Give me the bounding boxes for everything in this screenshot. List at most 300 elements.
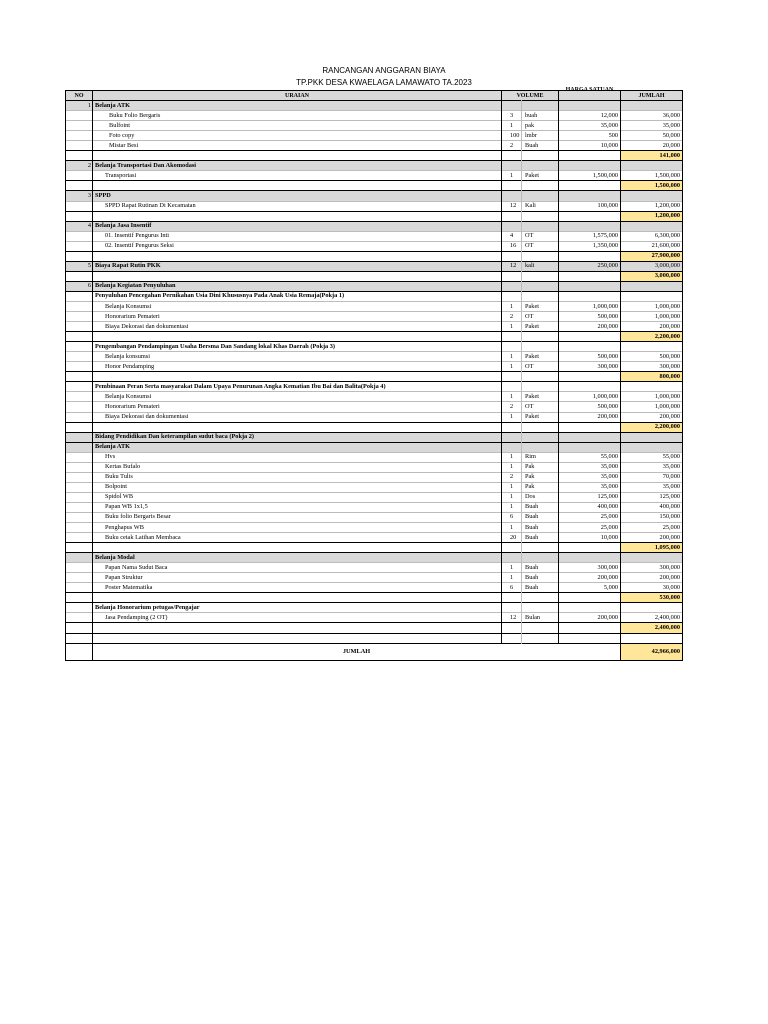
- volume-unit: Paket: [522, 322, 559, 332]
- row-number: [66, 342, 93, 352]
- volume-qty: [502, 543, 522, 553]
- subtotal-amount: 530,000: [621, 593, 683, 603]
- volume-qty: [502, 422, 522, 432]
- volume-unit: OT: [522, 241, 559, 251]
- item-row: [66, 452, 683, 462]
- row-number: [66, 442, 93, 452]
- volume-unit: [522, 161, 559, 171]
- item-row: [66, 523, 683, 533]
- amount: 500,000: [621, 352, 683, 362]
- item-row: [66, 573, 683, 583]
- volume-qty: 20: [502, 533, 522, 543]
- row-number: [66, 201, 93, 211]
- row-number: [66, 362, 93, 372]
- row-number: [66, 271, 93, 281]
- item-description: Transportasi: [93, 171, 502, 181]
- volume-qty: [502, 151, 522, 161]
- budget-table: [65, 86, 683, 661]
- row-number: [66, 462, 93, 472]
- volume-unit: Paket: [522, 171, 559, 181]
- volume-qty: [502, 553, 522, 563]
- unit-price: 1,350,000: [559, 241, 621, 251]
- row-number: [66, 332, 93, 342]
- volume-qty: 1: [502, 352, 522, 362]
- volume-qty: [502, 623, 522, 633]
- amount: 25,000: [621, 523, 683, 533]
- volume-unit: Buah: [522, 141, 559, 151]
- volume-unit: Dos: [522, 492, 559, 502]
- blank-row: [66, 633, 683, 643]
- unit-price: 100,000: [559, 201, 621, 211]
- row-number: [66, 211, 93, 221]
- unit-price: [559, 101, 621, 111]
- item-description: Spidol WB: [93, 492, 502, 502]
- volume-unit: Buah: [522, 573, 559, 583]
- volume-unit: kali: [522, 261, 559, 271]
- row-number: 3: [66, 191, 93, 201]
- row-number: [66, 412, 93, 422]
- amount: 1,000,000: [621, 392, 683, 402]
- item-description: Buku cetak Latihan Membaca: [93, 533, 502, 543]
- unit-price: [559, 593, 621, 603]
- subtotal-amount: 3,000,000: [621, 271, 683, 281]
- subheading-row: [66, 291, 683, 301]
- unit-price: [559, 151, 621, 161]
- item-description: Biaya Dekorasi dan dokumentasi: [93, 322, 502, 332]
- volume-unit: Pak: [522, 462, 559, 472]
- item-description: [93, 422, 502, 432]
- volume-unit: [522, 151, 559, 161]
- volume-qty: 1: [502, 171, 522, 181]
- amount: 300,000: [621, 563, 683, 573]
- unit-price: 35,000: [559, 462, 621, 472]
- volume-qty: [502, 281, 522, 291]
- item-row: [66, 392, 683, 402]
- amount: 2,400,000: [621, 613, 683, 623]
- section-row: [66, 101, 683, 111]
- row-number: [66, 312, 93, 322]
- volume-qty: 1: [502, 573, 522, 583]
- subtotal-row: [66, 372, 683, 382]
- volume-qty: [502, 251, 522, 261]
- volume-qty: [502, 221, 522, 231]
- amount: [621, 342, 683, 352]
- volume-unit: [522, 332, 559, 342]
- volume-qty: [502, 442, 522, 452]
- section-title: Belanja Transportasi Dan Akomodasi: [93, 161, 502, 171]
- unit-price: [559, 603, 621, 613]
- subtotal-row: [66, 271, 683, 281]
- item-description: [93, 593, 502, 603]
- row-number: [66, 131, 93, 141]
- volume-qty: 4: [502, 231, 522, 241]
- amount: 1,200,000: [621, 201, 683, 211]
- amount: 125,000: [621, 492, 683, 502]
- item-row: [66, 472, 683, 482]
- volume-qty: 1: [502, 563, 522, 573]
- volume-qty: [502, 593, 522, 603]
- section-title: SPPD: [93, 191, 502, 201]
- amount: 1,000,000: [621, 301, 683, 311]
- unit-price: 12,000: [559, 111, 621, 121]
- volume-unit: OT: [522, 231, 559, 241]
- item-row: [66, 201, 683, 211]
- volume-qty: 6: [502, 512, 522, 522]
- amount: [621, 101, 683, 111]
- volume-unit: [522, 181, 559, 191]
- section-row: [66, 221, 683, 231]
- unit-price: 200,000: [559, 573, 621, 583]
- volume-unit: [522, 442, 559, 452]
- item-description: Jasa Pendamping (2 OT): [93, 613, 502, 623]
- row-number: [66, 573, 93, 583]
- unit-price: [559, 372, 621, 382]
- volume-unit: lmbr: [522, 131, 559, 141]
- document-subtitle: TP.PKK DESA KWAELAGA LAMAWATO TA.2023: [296, 78, 472, 87]
- amount: 150,000: [621, 512, 683, 522]
- item-row: [66, 171, 683, 181]
- section-title: Biaya Rapat Rutin PKK: [93, 261, 502, 271]
- item-row: [66, 462, 683, 472]
- row-number: [66, 583, 93, 593]
- unit-price: 1,000,000: [559, 392, 621, 402]
- amount: [621, 291, 683, 301]
- item-description: Belanja Konsumsi: [93, 301, 502, 311]
- volume-unit: buah: [522, 111, 559, 121]
- row-number: [66, 121, 93, 131]
- unit-price: 1,575,000: [559, 231, 621, 241]
- amount: [621, 281, 683, 291]
- row-number: [66, 181, 93, 191]
- category-row: [66, 432, 683, 442]
- unit-price: 10,000: [559, 533, 621, 543]
- item-row: [66, 141, 683, 151]
- amount: 6,300,000: [621, 231, 683, 241]
- volume-unit: pak: [522, 121, 559, 131]
- amount: 200,000: [621, 573, 683, 583]
- item-description: Papan Nama Sudut Baca: [93, 563, 502, 573]
- item-description: Honorarium Pemateri: [93, 312, 502, 322]
- item-description: Foto copy: [93, 131, 502, 141]
- unit-price: [559, 281, 621, 291]
- volume-qty: 6: [502, 583, 522, 593]
- amount: [621, 221, 683, 231]
- unit-price: 500: [559, 131, 621, 141]
- amount: [621, 432, 683, 442]
- volume-unit: Pak: [522, 472, 559, 482]
- amount: 20,000: [621, 141, 683, 151]
- item-description: [93, 211, 502, 221]
- volume-unit: Buah: [522, 563, 559, 573]
- volume-unit: Pak: [522, 482, 559, 492]
- row-number: [66, 151, 93, 161]
- unit-price: 35,000: [559, 482, 621, 492]
- volume-unit: [522, 553, 559, 563]
- item-row: [66, 312, 683, 322]
- volume-unit: [522, 101, 559, 111]
- unit-price: 25,000: [559, 512, 621, 522]
- row-number: [66, 492, 93, 502]
- amount: 70,000: [621, 472, 683, 482]
- amount: [621, 191, 683, 201]
- subheading-row: [66, 382, 683, 392]
- subtotal-row: [66, 593, 683, 603]
- volume-qty: 1: [502, 362, 522, 372]
- volume-qty: [502, 101, 522, 111]
- volume-unit: [522, 281, 559, 291]
- row-number: [66, 593, 93, 603]
- unit-price: 35,000: [559, 121, 621, 131]
- subtotal-row: [66, 211, 683, 221]
- volume-unit: [522, 372, 559, 382]
- volume-qty: [502, 211, 522, 221]
- item-row: [66, 301, 683, 311]
- subheading-row: [66, 342, 683, 352]
- row-number: [66, 392, 93, 402]
- volume-qty: 1: [502, 482, 522, 492]
- row-number: [66, 512, 93, 522]
- section-title: Belanja Kegiatan Penyuluhan: [93, 281, 502, 291]
- item-row: [66, 111, 683, 121]
- subtotal-amount: 141,000: [621, 151, 683, 161]
- item-row: [66, 482, 683, 492]
- unit-price: 200,000: [559, 412, 621, 422]
- volume-unit: [522, 623, 559, 633]
- row-number: [66, 623, 93, 633]
- unit-price: [559, 432, 621, 442]
- volume-qty: [502, 191, 522, 201]
- item-description: [93, 271, 502, 281]
- item-description: [93, 332, 502, 342]
- row-number: [66, 301, 93, 311]
- volume-unit: [522, 221, 559, 231]
- volume-qty: 1: [502, 502, 522, 512]
- unit-price: [559, 623, 621, 633]
- volume-qty: 1: [502, 301, 522, 311]
- unit-price: 25,000: [559, 523, 621, 533]
- volume-qty: 12: [502, 261, 522, 271]
- row-number: 1: [66, 101, 93, 111]
- volume-qty: 12: [502, 613, 522, 623]
- subtotal-row: [66, 422, 683, 432]
- volume-qty: 1: [502, 392, 522, 402]
- subtotal-row: [66, 151, 683, 161]
- row-number: [66, 382, 93, 392]
- item-description: [93, 251, 502, 261]
- item-description: SPPD Rapat Rutinan Di Kecamatan: [93, 201, 502, 211]
- item-row: [66, 352, 683, 362]
- section-row: [66, 281, 683, 291]
- unit-price: [559, 422, 621, 432]
- volume-unit: OT: [522, 402, 559, 412]
- item-description: Papan WB 1x1,5: [93, 502, 502, 512]
- item-row: [66, 563, 683, 573]
- unit-price: 300,000: [559, 362, 621, 372]
- section-title: Belanja ATK: [93, 101, 502, 111]
- unit-price: [559, 633, 621, 643]
- category-title: Bidang Pendidikan Dan keterampilan sudut baca (Pokja 2): [93, 432, 502, 442]
- unit-price: 250,000: [559, 261, 621, 271]
- unit-price: 500,000: [559, 402, 621, 412]
- item-description: Hvs: [93, 452, 502, 462]
- unit-price: 10,000: [559, 141, 621, 151]
- unit-price: [559, 191, 621, 201]
- item-description: Mistar Besi: [93, 141, 502, 151]
- unit-price: 400,000: [559, 502, 621, 512]
- volume-qty: [502, 161, 522, 171]
- volume-unit: [522, 432, 559, 442]
- volume-qty: 2: [502, 472, 522, 482]
- unit-price: [559, 291, 621, 301]
- item-row: [66, 231, 683, 241]
- unit-price: [559, 342, 621, 352]
- volume-unit: OT: [522, 312, 559, 322]
- header-volume: VOLUME: [502, 91, 559, 101]
- section-row: [66, 191, 683, 201]
- item-description: Papan Struktur: [93, 573, 502, 583]
- unit-price: [559, 251, 621, 261]
- unit-price: 200,000: [559, 322, 621, 332]
- amount: 400,000: [621, 502, 683, 512]
- unit-price: 1,000,000: [559, 301, 621, 311]
- volume-unit: [522, 291, 559, 301]
- item-row: [66, 362, 683, 372]
- subtotal-amount: 2,200,000: [621, 422, 683, 432]
- unit-price: 300,000: [559, 563, 621, 573]
- item-row: [66, 412, 683, 422]
- row-number: [66, 251, 93, 261]
- volume-qty: 3: [502, 111, 522, 121]
- subtotal-amount: 2,200,000: [621, 332, 683, 342]
- category-row: [66, 442, 683, 452]
- unit-price: 500,000: [559, 312, 621, 322]
- unit-price: 500,000: [559, 352, 621, 362]
- subtotal-amount: 1,200,000: [621, 211, 683, 221]
- item-description: 02. Insentif Pengurus Seksi: [93, 241, 502, 251]
- item-description: [93, 181, 502, 191]
- row-number: [66, 231, 93, 241]
- activity-title: Pengembangan Pendampingan Usaha Bersma Dan Sandang lokal Khas Daerah (Pokja 3): [93, 342, 502, 352]
- item-description: Biaya Dekorasi dan dokumentasi: [93, 412, 502, 422]
- unit-price: [559, 332, 621, 342]
- volume-qty: [502, 271, 522, 281]
- row-number: [66, 372, 93, 382]
- row-number: 6: [66, 281, 93, 291]
- table-header-row: [66, 91, 683, 101]
- item-description: 01. Insentif Pengurus Inti: [93, 231, 502, 241]
- row-number: [66, 432, 93, 442]
- volume-qty: 2: [502, 141, 522, 151]
- item-description: [93, 633, 502, 643]
- item-row: [66, 492, 683, 502]
- volume-qty: [502, 633, 522, 643]
- amount: 300,000: [621, 362, 683, 372]
- subtotal-row: [66, 332, 683, 342]
- volume-unit: [522, 422, 559, 432]
- amount: [621, 633, 683, 643]
- row-number: [66, 563, 93, 573]
- row-number: [66, 422, 93, 432]
- item-description: Belanja Konsumsi: [93, 392, 502, 402]
- volume-unit: Buah: [522, 533, 559, 543]
- item-description: Penghapus WB: [93, 523, 502, 533]
- item-description: Honor Pendamping: [93, 362, 502, 372]
- unit-price: [559, 382, 621, 392]
- row-number: [66, 322, 93, 332]
- row-number: [66, 472, 93, 482]
- item-description: [93, 623, 502, 633]
- item-description: Honorarium Pemateri: [93, 402, 502, 412]
- subtotal-row: [66, 543, 683, 553]
- row-number: [66, 633, 93, 643]
- row-number: [66, 141, 93, 151]
- amount: 1,500,000: [621, 171, 683, 181]
- amount: [621, 442, 683, 452]
- volume-unit: Buah: [522, 512, 559, 522]
- unit-price: [559, 181, 621, 191]
- unit-price: [559, 442, 621, 452]
- item-description: Buku folio Bergaris Besar: [93, 512, 502, 522]
- item-description: Belanja konsumsi: [93, 352, 502, 362]
- item-description: Poster Matematika: [93, 583, 502, 593]
- unit-price: [559, 221, 621, 231]
- item-description: Buku Folio Bergaris: [93, 111, 502, 121]
- volume-unit: Paket: [522, 352, 559, 362]
- amount: 200,000: [621, 412, 683, 422]
- item-row: [66, 131, 683, 141]
- grand-total-label: JUMLAH: [93, 643, 621, 660]
- section-row: [66, 261, 683, 271]
- volume-qty: 1: [502, 523, 522, 533]
- row-number: [66, 291, 93, 301]
- item-description: [93, 372, 502, 382]
- item-description: [93, 543, 502, 553]
- activity-title: Penyuluhan Pencegahan Pernikahan Usia Dini Khususnya Pada Anak Usia Remaja(Pokja 1): [93, 291, 502, 301]
- item-row: [66, 583, 683, 593]
- row-number: [66, 482, 93, 492]
- volume-qty: [502, 342, 522, 352]
- amount: 1,000,000: [621, 402, 683, 412]
- volume-qty: 2: [502, 402, 522, 412]
- volume-qty: [502, 181, 522, 191]
- item-description: Buku Tulis: [93, 472, 502, 482]
- volume-unit: Paket: [522, 301, 559, 311]
- row-number: [66, 553, 93, 563]
- subheading-row: [66, 603, 683, 613]
- document-title: RANCANGAN ANGGARAN BIAYA: [322, 66, 446, 75]
- volume-unit: [522, 382, 559, 392]
- item-row: [66, 512, 683, 522]
- volume-qty: [502, 332, 522, 342]
- section-row: [66, 161, 683, 171]
- volume-qty: [502, 603, 522, 613]
- header-harga-satuan: HARGA SATUAN: [559, 91, 621, 101]
- amount: 1,000,000: [621, 312, 683, 322]
- unit-price: 55,000: [559, 452, 621, 462]
- volume-qty: [502, 432, 522, 442]
- volume-qty: 1: [502, 322, 522, 332]
- unit-price: 5,000: [559, 583, 621, 593]
- volume-unit: Bulan: [522, 613, 559, 623]
- amount: [621, 603, 683, 613]
- row-number: [66, 452, 93, 462]
- activity-title: Pembinaan Peran Serta masyarakat Dalam Upaya Penurunan Angka Kematian Ibu Bai dan Balita(Pokja 4): [93, 382, 502, 392]
- unit-price: [559, 553, 621, 563]
- header-no: NO: [66, 91, 93, 101]
- category-row: [66, 553, 683, 563]
- activity-title: Belanja Honorarium petugas/Pengajar: [93, 603, 502, 613]
- subtotal-row: [66, 623, 683, 633]
